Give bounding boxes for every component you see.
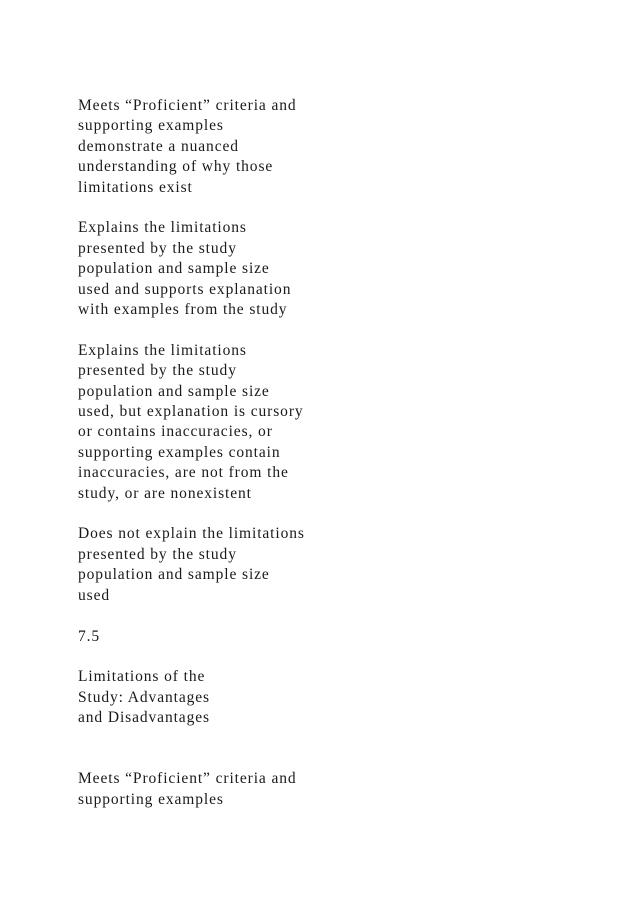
criteria-exemplary-paragraph-2: [78, 769, 598, 810]
document-content: [78, 96, 598, 831]
text-line: Explains the limitations: [78, 341, 247, 359]
text-line: Limitations of the: [78, 668, 206, 686]
criteria-exemplary-paragraph: [78, 96, 598, 198]
criterion-title-paragraph: [78, 667, 598, 728]
text-line: Explains the limitations: [78, 219, 247, 237]
text-line: limitations exist: [78, 178, 193, 196]
text-line: demonstrate a nuanced: [78, 137, 239, 155]
text-line: population and sample size: [78, 382, 270, 400]
criteria-needs-improvement-paragraph: [78, 341, 598, 504]
text-line: understanding of why those: [78, 158, 274, 176]
criteria-value-paragraph: [78, 627, 598, 647]
text-line: Does not explain the limitations: [78, 525, 305, 543]
text-line: and Disadvantages: [78, 709, 210, 727]
criteria-value: 7.5: [78, 627, 101, 645]
text-line: supporting examples contain: [78, 443, 281, 461]
text-line: Meets “Proficient” criteria and: [78, 770, 297, 788]
text-line: population and sample size: [78, 566, 270, 584]
text-line: used, but explanation is cursory: [78, 403, 304, 421]
criteria-not-evident-paragraph: [78, 524, 598, 606]
text-line: presented by the study: [78, 362, 237, 380]
text-line: inaccuracies, are not from the: [78, 464, 289, 482]
text-line: presented by the study: [78, 545, 237, 563]
text-line: supporting examples: [78, 790, 224, 808]
text-line: or contains inaccuracies, or: [78, 423, 273, 441]
text-line: Study: Advantages: [78, 688, 210, 706]
text-line: Meets “Proficient” criteria and: [78, 97, 297, 114]
text-line: supporting examples: [78, 117, 224, 135]
criteria-proficient-paragraph: [78, 218, 598, 320]
text-line: study, or are nonexistent: [78, 484, 252, 502]
text-line: used: [78, 586, 111, 604]
spacer: [78, 749, 598, 769]
text-line: population and sample size: [78, 260, 270, 278]
text-line: presented by the study: [78, 239, 237, 257]
text-line: used and supports explanation: [78, 280, 292, 298]
text-line: with examples from the study: [78, 301, 288, 319]
